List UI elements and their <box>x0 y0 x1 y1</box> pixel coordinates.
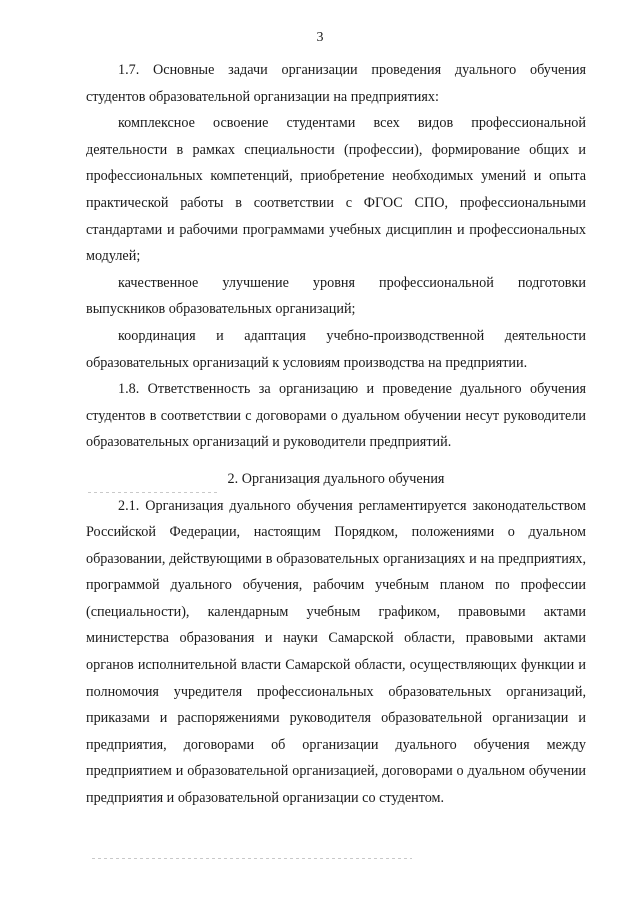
task-item-1: комплексное освоение студентами всех видов профессиональной деятельности в рамках специальности (профессии), формирование общих и профессиональных компетенций, приобретение необходимых умений и опыта практической работы в соответствии с ФГОС СПО, профессиональными стандартами и рабочими программами учебных дисциплин и профессиональных модулей; <box>86 115 586 265</box>
paragraph-1-7: 1.7. Основные задачи организации проведения дуального обучения студентов образовательной организации на предприятиях: <box>86 62 586 105</box>
paragraph-2-1: 2.1. Организация дуального обучения регламентируется законодательством Российской Федерации, настоящим Порядком, положениями о дуальном образовании, действующими в образовательных организациях и на предприятиях, программой дуального обучения, рабочим учебным планом по профессии (специальности), календарным учебным графиком, правовыми актами министерства образования и науки Самарской области, правовыми актами органов исполнительной власти Самарской области, осуществляющих функции и полномочия учредителя профессиональных образовательных организаций, приказами и распоряжениями руководителя образовательной организации и предприятия, договорами об организации дуального обучения между предприятием и образовательной организацией, договорами о дуальном обучении предприятия и образовательной организации со студентом. <box>86 497 586 807</box>
page-number: 3 <box>316 30 324 45</box>
task-item-3: координация и адаптация учебно-производственной деятельности образовательных организаций к условиям производства на предприятии. <box>86 327 586 371</box>
bleed-through-line-bottom <box>92 858 412 859</box>
task-item-2: качественное улучшение уровня профессиональной подготовки выпускников образовательных организаций; <box>86 274 586 318</box>
paragraph-1-8: 1.8. Ответственность за организацию и проведение дуального обучения студентов в соответствии с договорами о дуальном обучении несут руководители образовательных организаций и руководители предприятий. <box>86 381 586 451</box>
section-heading-2: 2. Организация дуального обучения <box>227 470 445 487</box>
bleed-through-line-top <box>88 492 218 493</box>
document-body <box>86 57 586 812</box>
